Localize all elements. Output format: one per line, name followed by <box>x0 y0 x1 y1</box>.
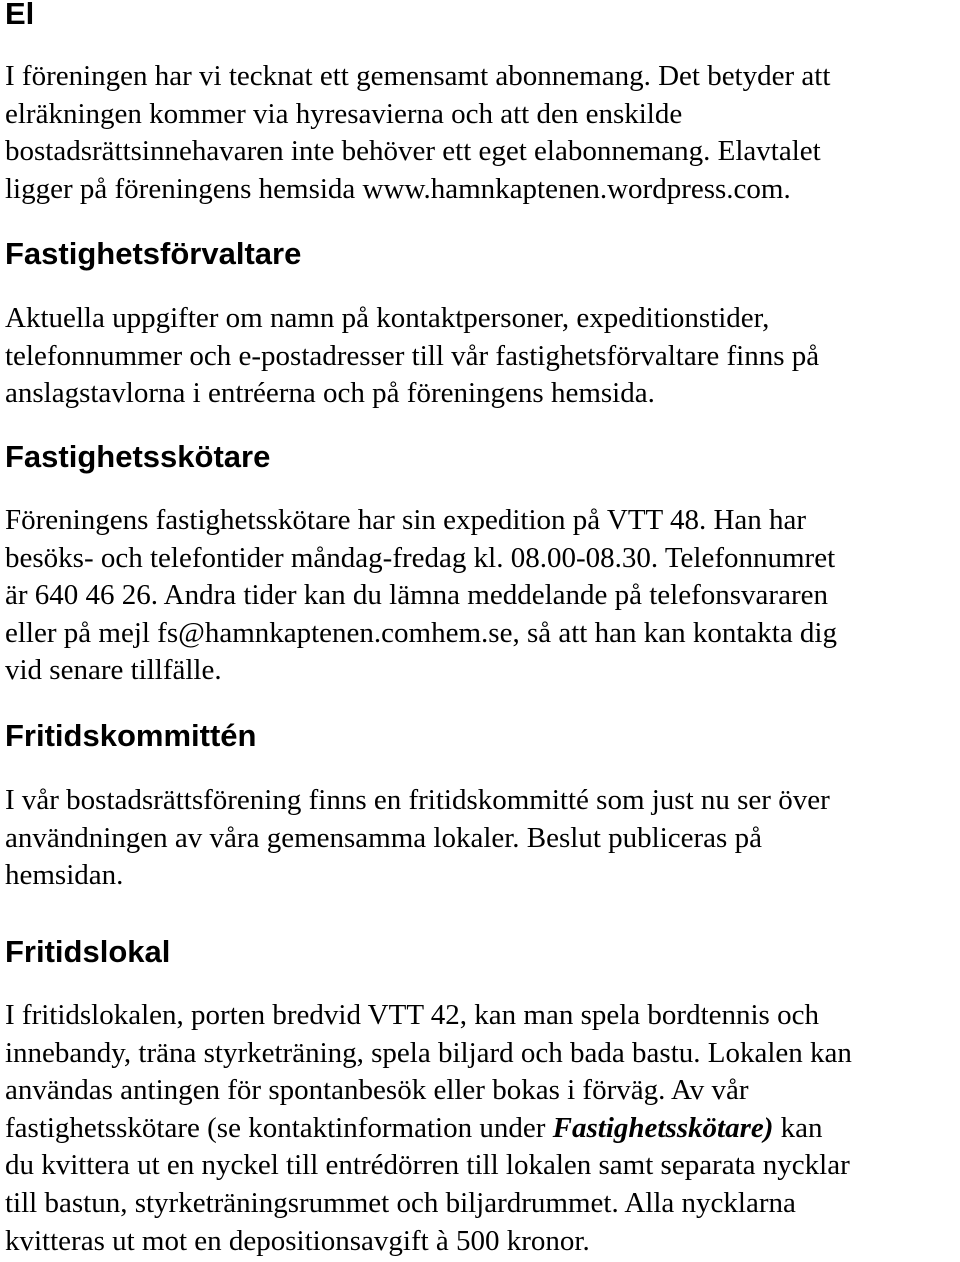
text-line: kvitteras ut mot en depositionsavgift à 500 kronor. <box>5 1224 590 1257</box>
text-line: innebandy, träna styrketräning, spela biljard och bada bastu. Lokalen kan <box>5 1036 852 1069</box>
text-line: I vår bostadsrättsförening finns en fritidskommitté som just nu ser över <box>5 784 830 816</box>
text-line: till bastun, styrketräningsrummet och biljardrummet. Alla nycklarna <box>5 1186 796 1219</box>
text-line: hemsidan. <box>5 859 124 892</box>
text-line: användas antingen för spontanbesök eller bokas i förväg. Av vår <box>5 1074 749 1107</box>
text-line: användningen av våra gemensamma lokaler. Beslut publiceras på <box>5 821 762 854</box>
text-line: eller på mejl fs@hamnkaptenen.comhem.se, så att han kan kontakta dig <box>5 616 837 649</box>
heading-fritidskommitten: Fritidskommittén <box>5 718 257 753</box>
text-line: elräkningen kommer via hyresavierna och att den enskilde <box>5 97 683 130</box>
text-line: du kvittera ut en nyckel till entrédörren till lokalen samt separata nycklar <box>5 1149 850 1182</box>
text-line: är 640 46 26. Andra tider kan du lämna meddelande på telefonsvararen <box>5 579 828 612</box>
text-line: Föreningens fastighetsskötare har sin expedition på VTT 48. Han har <box>5 504 807 536</box>
heading-fritidslokal: Fritidslokal <box>5 934 171 969</box>
text-line: anslagstavlorna i entréerna och på föreningens hemsida. <box>5 377 655 410</box>
text-line-mixed <box>5 1110 852 1148</box>
paragraph-fritidslokal <box>5 997 852 1260</box>
paragraph-fastighetsskotare <box>5 502 837 690</box>
paragraph-el <box>5 58 830 208</box>
text-line: bostadsrättsinnehavaren inte behöver ett eget elabonnemang. Elavtalet <box>5 135 821 168</box>
text-run: kan <box>773 1111 823 1144</box>
text-line: telefonnummer och e-postadresser till vår fastighetsförvaltare finns på <box>5 339 820 372</box>
heading-fastighetsforvaltare: Fastighetsförvaltare <box>5 236 302 271</box>
paragraph-fastighetsforvaltare <box>5 300 819 413</box>
emphasis-reference: Fastighetsskötare) <box>552 1111 774 1144</box>
heading-fastighetsskotare: Fastighetsskötare <box>5 439 271 474</box>
heading-el: El <box>5 0 35 31</box>
text-line: I fritidslokalen, porten bredvid VTT 42, kan man spela bordtennis och <box>5 999 819 1031</box>
text-line: ligger på föreningens hemsida www.hamnkaptenen.wordpress.com. <box>5 172 791 205</box>
text-run: fastighetsskötare (se kontaktinformation under <box>5 1111 553 1144</box>
text-line: vid senare tillfälle. <box>5 654 222 687</box>
paragraph-fritidskommitten <box>5 782 830 895</box>
text-line: I föreningen har vi tecknat ett gemensamt abonnemang. Det betyder att <box>5 60 831 92</box>
text-line: Aktuella uppgifter om namn på kontaktpersoner, expeditionstider, <box>5 302 770 334</box>
text-line: besöks- och telefontider måndag-fredag kl. 08.00-08.30. Telefonnumret <box>5 541 836 574</box>
